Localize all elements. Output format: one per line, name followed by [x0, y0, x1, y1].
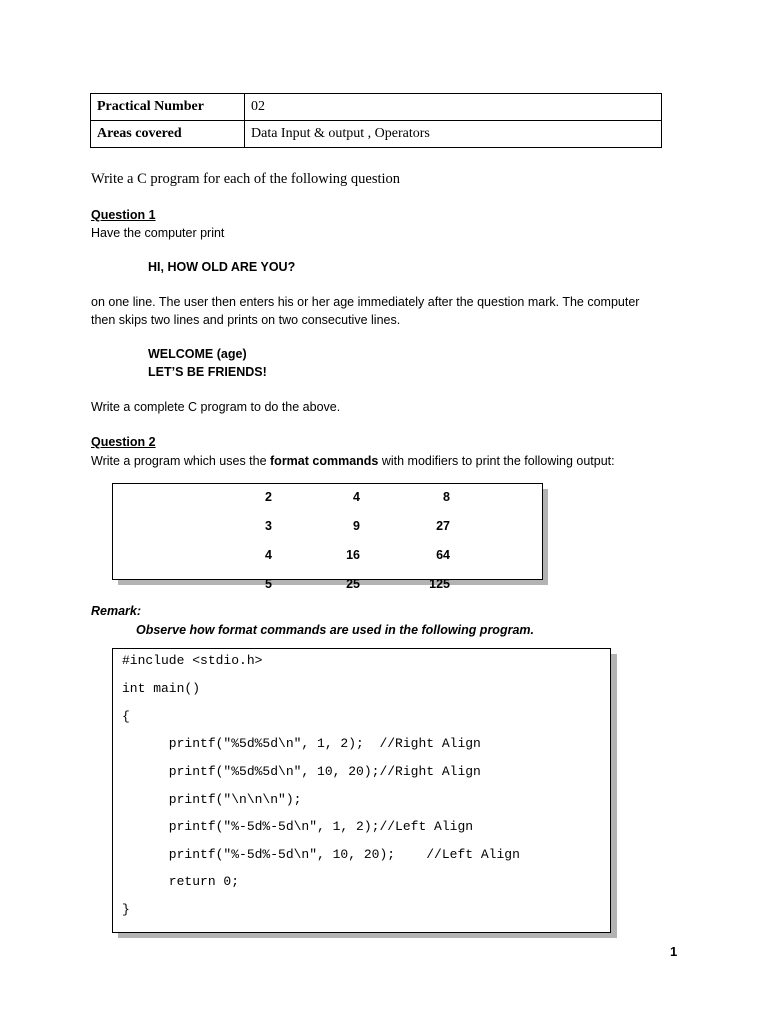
- question-2-text-after: with modifiers to print the following output:: [378, 454, 615, 468]
- code-line: printf("%5d%5d\n", 10, 20);//Right Align: [122, 764, 481, 779]
- question-2-text-before: Write a program which uses the: [91, 454, 271, 468]
- question-1-prompt: HI, HOW OLD ARE YOU?: [148, 260, 296, 274]
- code-line: {: [122, 709, 130, 724]
- code-line: printf("%-5d%-5d\n", 10, 20); //Left Align: [122, 847, 520, 862]
- practical-number-label: Practical Number: [91, 94, 245, 121]
- question-1-paragraph-line-1: on one line. The user then enters his or her age immediately after the question mark. The computer: [91, 295, 640, 309]
- output-cell: 2: [265, 490, 272, 504]
- info-row-areas-covered: [91, 121, 662, 148]
- code-line: #include <stdio.h>: [122, 653, 263, 668]
- info-table: [90, 93, 662, 148]
- code-line: printf("\n\n\n");: [122, 792, 302, 807]
- output-cell: 125: [429, 577, 450, 591]
- question-1-closing: Write a complete C program to do the above.: [91, 400, 341, 414]
- output-cell: 8: [443, 490, 450, 504]
- question-2-text-bold: format commands: [270, 454, 379, 468]
- output-cell: 25: [346, 577, 360, 591]
- question-1-paragraph-line-2: then skips two lines and prints on two consecutive lines.: [91, 313, 401, 327]
- areas-covered-value: Data Input & output , Operators: [245, 121, 662, 148]
- output-cell: 3: [265, 519, 272, 533]
- question-2-title: Question 2: [91, 435, 156, 449]
- output-cell: 27: [436, 519, 450, 533]
- output-values: [112, 483, 543, 593]
- page-number: 1: [670, 944, 678, 959]
- code-line: }: [122, 902, 130, 917]
- code-line: printf("%-5d%-5d\n", 1, 2);//Left Align: [122, 819, 474, 834]
- output-cell: 9: [353, 519, 360, 533]
- code-line: int main(): [122, 681, 201, 696]
- remark-text: Observe how format commands are used in the following program.: [136, 623, 534, 637]
- code-line: printf("%5d%5d\n", 1, 2); //Right Align: [122, 736, 481, 751]
- code-line: return 0;: [122, 874, 240, 889]
- question-1-title: Question 1: [91, 208, 156, 222]
- info-row-practical-number: [91, 94, 662, 121]
- intro-text: Write a C program for each of the following question: [91, 171, 401, 187]
- areas-covered-label: Areas covered: [91, 121, 245, 148]
- question-1-friends: LET’S BE FRIENDS!: [148, 365, 267, 379]
- output-cell: 64: [436, 548, 450, 562]
- output-cell: 16: [346, 548, 360, 562]
- question-1-welcome: WELCOME (age): [148, 347, 247, 361]
- output-cell: 5: [265, 577, 272, 591]
- remark-title: Remark:: [91, 604, 142, 618]
- question-1-line: Have the computer print: [91, 226, 225, 240]
- question-2-text: [91, 452, 615, 470]
- output-cell: 4: [265, 548, 272, 562]
- output-cell: 4: [353, 490, 360, 504]
- practical-number-value: 02: [245, 94, 662, 121]
